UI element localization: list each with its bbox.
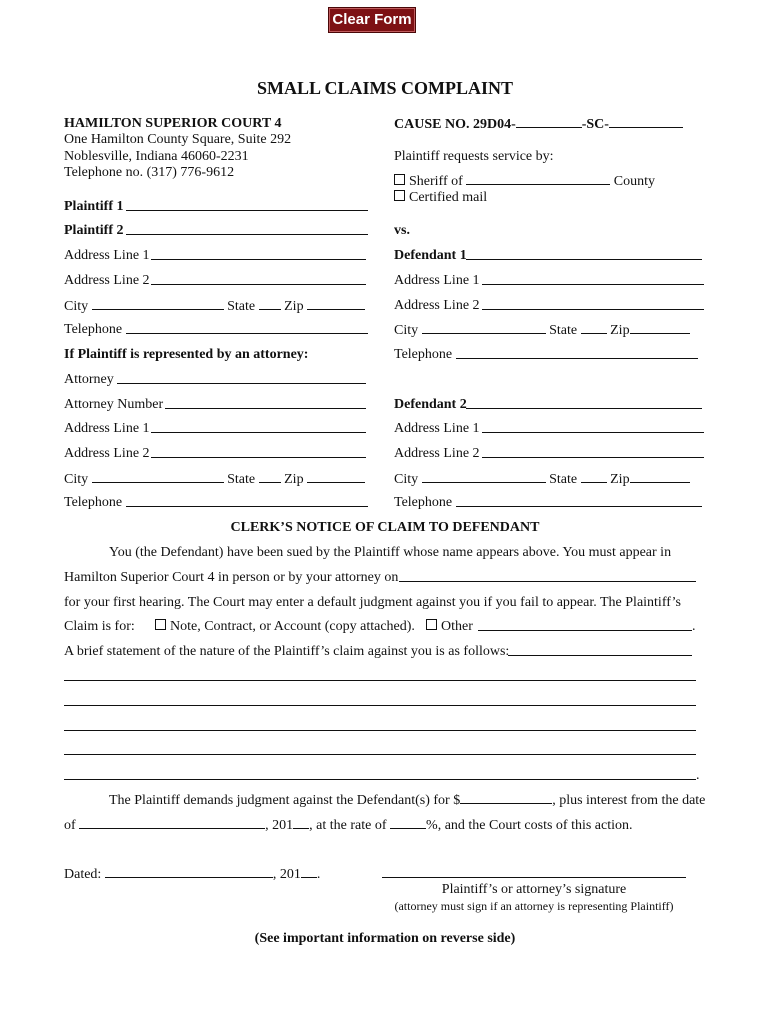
attorney-telephone-field[interactable]	[126, 506, 368, 507]
defendant-2-address-1-field[interactable]	[482, 432, 704, 433]
claim-other-option	[426, 619, 473, 635]
defendant-1-address-2-field[interactable]	[482, 309, 704, 310]
plaintiff-address-1-field[interactable]	[151, 259, 366, 260]
dated-field[interactable]	[105, 866, 273, 878]
cause-no-sc: -SC-	[581, 117, 609, 132]
defendant-2-city-row	[394, 471, 690, 488]
claim-note-option	[155, 619, 415, 635]
plaintiff-1-label: Plaintiff 1	[64, 199, 124, 214]
defendant-2-state-field[interactable]	[581, 471, 607, 483]
interest-date-field[interactable]	[79, 817, 265, 829]
defendant-2-telephone-label: Telephone	[394, 495, 453, 510]
plaintiff-telephone-label: Telephone	[64, 322, 123, 337]
judgment-rate-label: , at the rate of	[309, 818, 387, 833]
attorney-city-row	[64, 471, 365, 488]
clear-form-button[interactable]: Clear Form	[328, 7, 416, 33]
cause-no-field-2[interactable]	[609, 116, 683, 128]
city-label: City	[64, 299, 89, 314]
defendant-2-address-1-label: Address Line 1	[394, 421, 480, 436]
judgment-text-a: The Plaintiff demands judgment against the Defendant(s) for $	[109, 793, 461, 808]
notice-heading: CLERK’S NOTICE OF CLAIM TO DEFENDANT	[230, 520, 540, 535]
interest-rate-field[interactable]	[390, 817, 426, 829]
other-label: Other	[441, 619, 473, 634]
defendant-1-telephone-label: Telephone	[394, 347, 453, 362]
claim-statement-line-2[interactable]	[64, 705, 696, 706]
zip-label: Zip	[284, 472, 304, 487]
claim-statement-line-1[interactable]	[64, 680, 696, 681]
plaintiff-city-field[interactable]	[92, 298, 224, 310]
plaintiff-2-label: Plaintiff 2	[64, 223, 124, 238]
defendant-2-address-2-field[interactable]	[482, 457, 704, 458]
note-contract-label: Note, Contract, or Account (copy attached).	[170, 619, 415, 634]
attorney-address-2-label: Address Line 2	[64, 446, 150, 461]
judgment-amount-field[interactable]	[460, 792, 552, 804]
signature-field[interactable]	[382, 877, 686, 878]
defendant-1-label: Defendant 1	[394, 248, 467, 263]
attorney-heading: If Plaintiff is represented by an attorney:	[64, 347, 309, 362]
attorney-state-field[interactable]	[259, 471, 281, 483]
court-telephone: Telephone no. (317) 776-9612	[64, 165, 235, 180]
attorney-address-1-label: Address Line 1	[64, 421, 150, 436]
city-label: City	[64, 472, 89, 487]
zip-label: Zip	[610, 472, 630, 487]
attorney-telephone-label: Telephone	[64, 495, 123, 510]
plaintiff-2-field[interactable]	[126, 234, 368, 235]
defendant-1-address-1-field[interactable]	[482, 284, 704, 285]
county-label: County	[613, 174, 656, 189]
interest-year-field[interactable]	[293, 817, 309, 829]
attorney-address-1-field[interactable]	[151, 432, 366, 433]
zip-label: Zip	[610, 323, 630, 338]
defendant-2-zip-field[interactable]	[630, 471, 690, 483]
defendant-1-city-field[interactable]	[422, 322, 546, 334]
defendant-1-address-1-label: Address Line 1	[394, 273, 480, 288]
zip-label: Zip	[284, 299, 304, 314]
reverse-side-note: (See important information on reverse side)	[254, 931, 516, 946]
court-name: HAMILTON SUPERIOR COURT 4	[64, 116, 282, 131]
state-label: State	[549, 472, 578, 487]
attorney-label: Attorney	[64, 372, 114, 387]
notice-line-2: Hamilton Superior Court 4 in person or by your attorney on	[64, 570, 399, 585]
defendant-2-label: Defendant 2	[394, 397, 467, 412]
claim-statement-line-5[interactable]	[64, 779, 696, 780]
defendant-1-telephone-field[interactable]	[456, 358, 698, 359]
form-title: SMALL CLAIMS COMPLAINT	[256, 78, 514, 98]
attorney-number-label: Attorney Number	[64, 397, 164, 412]
plaintiff-state-field[interactable]	[259, 298, 281, 310]
sheriff-checkbox[interactable]	[394, 174, 405, 185]
other-field[interactable]	[478, 630, 692, 631]
signature-note: (attorney must sign if an attorney is representing Plaintiff)	[394, 899, 674, 913]
claim-statement-line-3[interactable]	[64, 730, 696, 731]
note-contract-checkbox[interactable]	[155, 619, 166, 630]
attorney-field[interactable]	[117, 383, 366, 384]
plaintiff-address-2-label: Address Line 2	[64, 273, 150, 288]
service-sheriff-row	[394, 173, 655, 190]
dated-row: Dated: , 201 .	[64, 867, 321, 882]
plaintiff-address-1-label: Address Line 1	[64, 248, 150, 263]
dated-year-field[interactable]	[301, 866, 317, 878]
judgment-line-1	[109, 792, 705, 809]
plaintiff-city-row	[64, 298, 365, 315]
claim-statement-field-0[interactable]	[508, 655, 692, 656]
city-label: City	[394, 472, 419, 487]
cause-no-field-1[interactable]	[516, 116, 582, 128]
defendant-2-address-2-label: Address Line 2	[394, 446, 480, 461]
notice-line-1: You (the Defendant) have been sued by the Plaintiff whose name appears above. You must appear in	[109, 545, 672, 560]
court-address-1: One Hamilton County Square, Suite 292	[64, 132, 292, 147]
defendant-2-city-field[interactable]	[422, 471, 546, 483]
state-label: State	[549, 323, 578, 338]
attorney-number-field[interactable]	[165, 408, 366, 409]
cause-number	[394, 116, 683, 133]
judgment-year: , 201	[265, 818, 294, 833]
defendant-1-address-2-label: Address Line 2	[394, 298, 480, 313]
vs-label: vs.	[394, 223, 410, 238]
claim-for-label: Claim is for:	[64, 619, 135, 634]
claim-statement-line-4[interactable]	[64, 754, 696, 755]
service-certified-row	[394, 190, 487, 206]
signature-label: Plaintiff’s or attorney’s signature	[441, 882, 627, 897]
service-label: Plaintiff requests service by:	[394, 149, 554, 164]
attorney-address-2-field[interactable]	[151, 457, 366, 458]
attorney-zip-field[interactable]	[307, 471, 365, 483]
certified-mail-label: Certified mail	[409, 190, 488, 205]
attorney-city-field[interactable]	[92, 471, 224, 483]
claim-statement-label: A brief statement of the nature of the Plaintiff’s claim against you is as follows:	[64, 644, 510, 659]
city-label: City	[394, 323, 419, 338]
hearing-date-field[interactable]	[399, 581, 696, 582]
defendant-1-zip-field[interactable]	[630, 322, 690, 334]
plaintiff-zip-field[interactable]	[307, 298, 365, 310]
defendant-1-field[interactable]	[466, 259, 702, 260]
other-period: .	[692, 619, 696, 634]
defendant-2-telephone-field[interactable]	[456, 506, 702, 507]
dated-label: Dated:	[64, 867, 102, 882]
notice-line-3: for your first hearing. The Court may enter a default judgment against you if you fail to appear. The Plaintiff’s	[64, 595, 682, 610]
claim-statement-period: .	[696, 768, 700, 783]
other-checkbox[interactable]	[426, 619, 437, 630]
plaintiff-telephone-field[interactable]	[126, 333, 368, 334]
certified-mail-checkbox[interactable]	[394, 190, 405, 201]
plaintiff-1-field[interactable]	[126, 210, 368, 211]
state-label: State	[227, 472, 256, 487]
defendant-1-state-field[interactable]	[581, 322, 607, 334]
sheriff-county-field[interactable]	[466, 173, 610, 185]
sheriff-label: Sheriff of	[409, 174, 463, 189]
cause-no-label: CAUSE NO. 29D04-	[394, 117, 516, 132]
defendant-1-city-row	[394, 322, 690, 339]
judgment-text-b: , plus interest from the date	[552, 793, 706, 808]
court-address-2: Noblesville, Indiana 46060-2231	[64, 149, 249, 164]
judgment-line-2	[64, 817, 633, 834]
defendant-2-field[interactable]	[466, 408, 702, 409]
judgment-of: of	[64, 818, 76, 833]
judgment-costs: %, and the Court costs of this action.	[426, 818, 633, 833]
dated-year: , 201	[272, 867, 301, 882]
state-label: State	[227, 299, 256, 314]
plaintiff-address-2-field[interactable]	[151, 284, 366, 285]
